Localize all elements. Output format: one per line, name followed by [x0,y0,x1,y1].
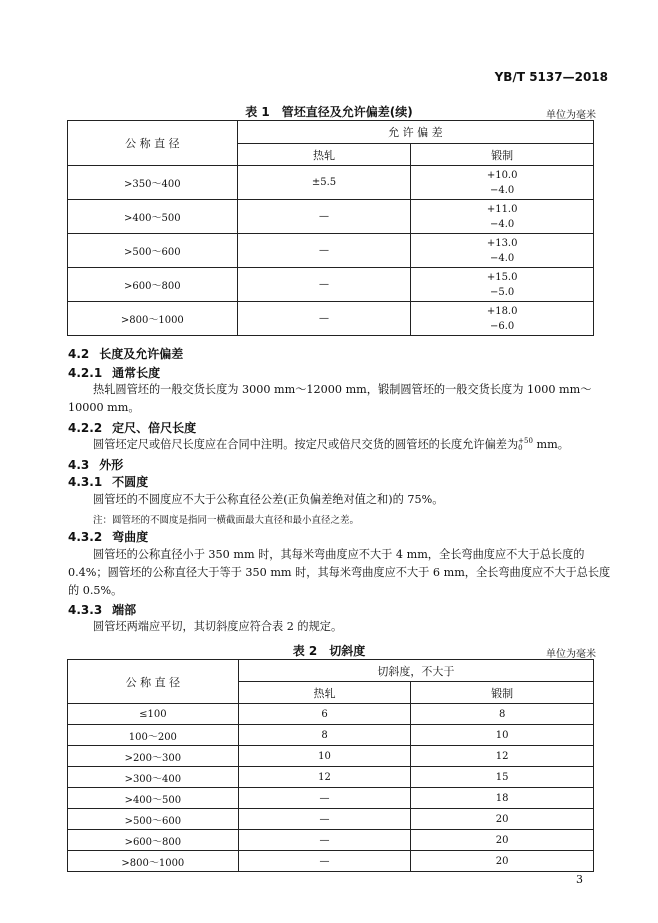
section-number: 4.2.1 [68,366,103,380]
table1 [67,120,594,336]
table2-cell-diameter: >400～500 [68,788,239,809]
table1-cell-hot: — [237,302,411,336]
section-number: 4.2 [68,347,90,361]
section-heading [68,345,183,362]
tolerance-plus: +18.0 [486,305,518,317]
table1-cell-forged [411,166,594,200]
section-heading [68,456,123,473]
table1-cell-diameter: >350～400 [68,166,238,200]
table1-cell-hot: ±5.5 [237,166,411,200]
table-row [68,767,594,788]
table2-cell-forged: 10 [411,725,594,746]
table1-unit: 单位为毫米 [546,110,596,121]
paragraph-line: 圆管坯两端应平切，其切斜度应符合表 2 的规定。 [93,620,343,633]
page-number: 3 [576,873,583,886]
paragraph-text: 圆管坯定尺或倍尺长度应在合同中注明。按定尺或倍尺交货的圆管坯的长度允许偏差为 [93,438,519,451]
table2-cell-diameter: >800～1000 [68,851,239,872]
section-title: 端部 [112,603,137,617]
table2-cell-forged: 18 [411,788,594,809]
section-heading [68,364,160,381]
table1-cell-forged [411,200,594,234]
table2-cell-diameter: ≤100 [68,704,239,725]
table-row [68,851,594,872]
document-code: YB/T 5137—2018 [494,70,608,84]
table2-head-bevel: 切斜度，不大于 [238,660,593,682]
table2-cell-forged: 20 [411,830,594,851]
section-title: 外形 [99,458,124,472]
tolerance-upper: +50 [518,437,533,445]
table2-caption: 表 2 切斜度 [292,644,366,658]
tolerance-minus: −4.0 [490,218,515,230]
section-title: 弯曲度 [112,530,149,544]
table1-cell-hot: — [237,200,411,234]
tolerance-plus: +13.0 [486,237,518,249]
table1-cell-forged [411,268,594,302]
section-title: 通常长度 [112,366,161,380]
table-row [68,788,594,809]
section-heading [68,601,136,618]
table1-cell-forged [411,302,594,336]
table-row [68,200,594,234]
table-row [68,302,594,336]
table-row [68,268,594,302]
length-tolerance [518,438,533,452]
section-number: 4.3.1 [68,475,103,489]
section-number: 4.3 [68,458,90,472]
table-row [68,234,594,268]
section-title: 不圆度 [112,475,149,489]
table2-cell-forged: 12 [411,746,594,767]
paragraph-line: 圆管坯的不圆度应不大于公称直径公差(正负偏差绝对值之和)的 75%。 [93,493,444,506]
paragraph-line: 10000 mm。 [68,401,140,414]
table1-head-tolerance: 允 许 偏 差 [237,121,593,144]
paragraph-line: 热轧圆管坯的一般交货长度为 3000 mm～12000 mm，锻制圆管坯的一般交货长度为 1000 mm～ [93,383,592,396]
table2-cell-diameter: >500～600 [68,809,239,830]
table-row [68,746,594,767]
section-heading [68,419,196,436]
tolerance-minus: −5.0 [490,286,515,298]
table1-cell-hot: — [237,268,411,302]
note: 注：圆管坯的不圆度是指同一横截面最大直径和最小直径之差。 [93,515,360,526]
table2 [67,659,594,872]
table1-cell-diameter: >500～600 [68,234,238,268]
table-row [68,725,594,746]
table2-cell-diameter: >300～400 [68,767,239,788]
table2-unit: 单位为毫米 [546,649,596,660]
tolerance-plus: +11.0 [486,203,518,215]
section-heading [68,473,148,490]
table1-head-diameter: 公 称 直 径 [68,121,238,166]
table1-caption: 表 1 管坯直径及允许偏差(续) [245,105,413,119]
table1-cell-forged [411,234,594,268]
paragraph-line [93,436,569,454]
tolerance-minus: −6.0 [490,320,515,332]
table1-cell-diameter: >800～1000 [68,302,238,336]
paragraph-line: 0.4%；圆管坯的公称直径大于等于 350 mm 时，其每米弯曲度应不大于 6 mm，全长弯曲度应不大于总长度 [68,566,611,579]
table2-cell-hot: 6 [238,704,411,725]
section-title: 长度及允许偏差 [99,347,184,361]
tolerance-lower: 0 [518,444,523,452]
table2-cell-hot: 10 [238,746,411,767]
table1-head-hot: 热轧 [237,144,411,166]
table2-cell-diameter: 100～200 [68,725,239,746]
table2-cell-forged: 15 [411,767,594,788]
table1-head-forged: 锻制 [411,144,594,166]
table2-cell-forged: 20 [411,809,594,830]
table2-cell-diameter: >200～300 [68,746,239,767]
tolerance-plus: +15.0 [486,271,518,283]
paragraph-text: mm。 [532,438,569,451]
table-row [68,166,594,200]
paragraph-line: 的 0.5%。 [68,584,123,597]
table-row [68,809,594,830]
section-number: 4.2.2 [68,421,103,435]
section-heading [68,528,148,545]
paragraph-line: 圆管坯的公称直径小于 350 mm 时，其每米弯曲度应不大于 4 mm，全长弯曲度应不大于总长度的 [93,548,585,561]
section-title: 定尺、倍尺长度 [112,421,197,435]
table2-cell-forged: 8 [411,704,594,725]
table-row [68,704,594,725]
table2-cell-hot: — [238,788,411,809]
table1-cell-diameter: >600～800 [68,268,238,302]
tolerance-minus: −4.0 [490,252,515,264]
section-number: 4.3.2 [68,530,103,544]
table1-cell-hot: — [237,234,411,268]
table2-head-hot: 热轧 [238,682,411,704]
tolerance-plus: +10.0 [486,169,518,181]
table2-cell-hot: — [238,809,411,830]
table2-head-forged: 锻制 [411,682,594,704]
table2-cell-hot: 8 [238,725,411,746]
tolerance-minus: −4.0 [490,184,515,196]
table1-cell-diameter: >400～500 [68,200,238,234]
table-row [68,830,594,851]
table2-head-diameter: 公 称 直 径 [68,660,239,704]
section-number: 4.3.3 [68,603,103,617]
table2-cell-hot: 12 [238,767,411,788]
table2-cell-diameter: >600～800 [68,830,239,851]
table2-cell-forged: 20 [411,851,594,872]
table2-cell-hot: — [238,851,411,872]
table2-cell-hot: — [238,830,411,851]
